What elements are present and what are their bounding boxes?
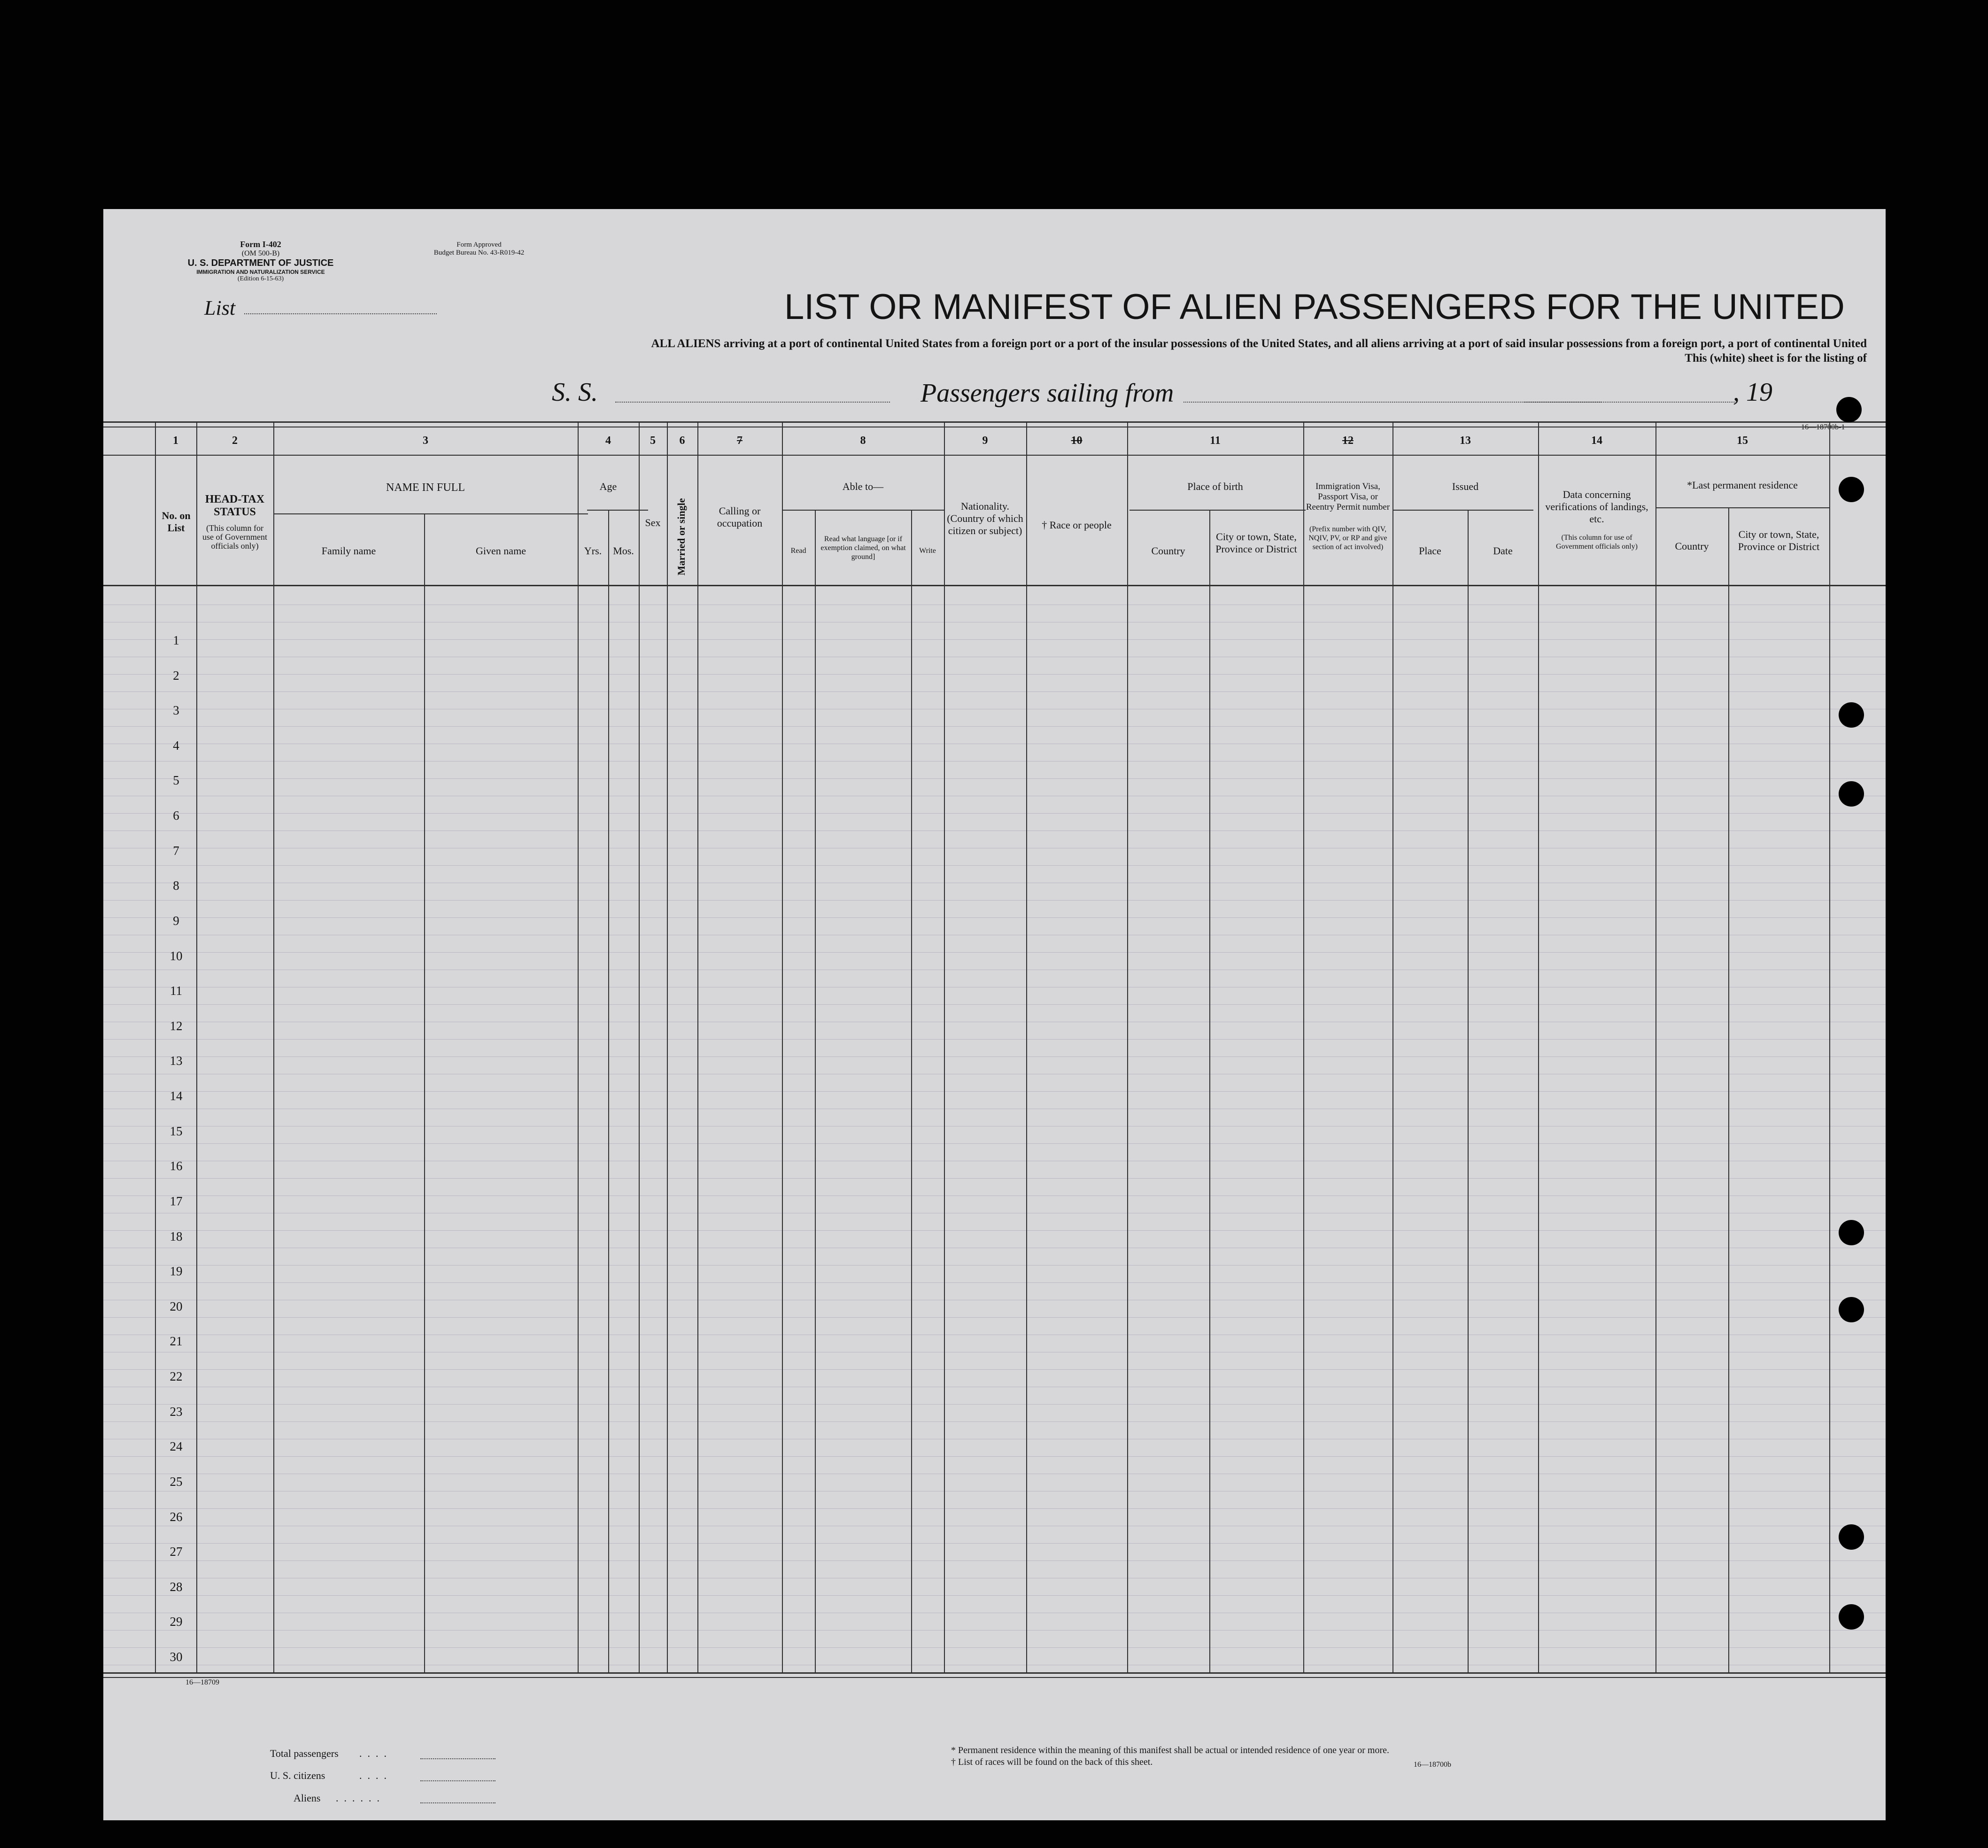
ruled-line bbox=[103, 1630, 1886, 1631]
ruled-line bbox=[103, 778, 1886, 779]
ruled-line bbox=[103, 813, 1886, 814]
birth-country-header: Country bbox=[1151, 545, 1185, 557]
sailing-date-field[interactable] bbox=[1524, 402, 1735, 403]
row-number: 30 bbox=[170, 1650, 183, 1664]
service: IMMIGRATION AND NATURALIZATION SERVICE bbox=[196, 269, 325, 275]
ruled-line bbox=[103, 917, 1886, 918]
row-number: 25 bbox=[170, 1474, 183, 1489]
row-number: 27 bbox=[170, 1545, 183, 1559]
department: U. S. DEPARTMENT OF JUSTICE bbox=[187, 258, 334, 268]
row-number: 4 bbox=[173, 738, 179, 753]
right-print-code: 16—18700b bbox=[1414, 1761, 1451, 1769]
col-line bbox=[1538, 423, 1539, 1672]
ruled-line bbox=[103, 1039, 1886, 1040]
edition: (Edition 6-15-63) bbox=[237, 275, 284, 282]
no-on-list-header: No. on List bbox=[162, 510, 191, 534]
row-number: 15 bbox=[170, 1124, 183, 1138]
row-number: 28 bbox=[170, 1579, 183, 1594]
head-tax-header: HEAD-TAX STATUS bbox=[205, 493, 265, 518]
punch-hole bbox=[1839, 1297, 1864, 1322]
ship-name-field[interactable] bbox=[615, 402, 890, 403]
row-number: 6 bbox=[173, 808, 179, 823]
row-number: 21 bbox=[170, 1334, 183, 1349]
row-number: 9 bbox=[173, 913, 179, 928]
col-num-11: 11 bbox=[1210, 435, 1221, 447]
race-header: † Race or people bbox=[1042, 519, 1112, 531]
ruled-line bbox=[103, 900, 1886, 901]
punch-hole bbox=[1839, 477, 1864, 502]
calling-header: Calling or occupation bbox=[717, 505, 763, 529]
col-line bbox=[578, 423, 579, 1672]
row-number: 14 bbox=[170, 1089, 183, 1103]
row-number: 8 bbox=[173, 878, 179, 893]
col-num-1: 1 bbox=[173, 435, 178, 447]
row-number: 20 bbox=[170, 1299, 183, 1313]
col-line bbox=[815, 510, 816, 1672]
married-header: Married or single bbox=[675, 498, 687, 575]
col-line bbox=[608, 510, 609, 1672]
row-number: 3 bbox=[173, 703, 179, 718]
ruled-line bbox=[103, 1647, 1886, 1648]
issued-header: Issued bbox=[1452, 481, 1479, 492]
head-tax-note: (This column for use of Government officials only) bbox=[202, 523, 267, 551]
nationality-header: Nationality. (Country of which citizen or subject) bbox=[947, 500, 1023, 536]
punch-hole bbox=[1839, 1524, 1864, 1550]
col-line bbox=[273, 423, 274, 1672]
col-line bbox=[1127, 423, 1128, 1672]
col-num-7: 7 bbox=[737, 435, 743, 447]
punch-hole bbox=[1836, 397, 1862, 422]
header-bottom-rule bbox=[103, 585, 1886, 586]
aliens-field[interactable] bbox=[420, 1802, 495, 1803]
ruled-line bbox=[103, 1056, 1886, 1057]
total-passengers-label: Total passengers bbox=[270, 1747, 339, 1759]
col-num-10: 10 bbox=[1071, 435, 1083, 447]
instruction-line-1: ALL ALIENS arriving at a port of continental United States from a foreign port or a port of the insular possessions of the United States, and all aliens arriving at a port of said insular possessions from a foreign port, a port of continental United bbox=[651, 337, 1867, 350]
ruled-line bbox=[103, 1369, 1886, 1370]
row-number: 16 bbox=[170, 1159, 183, 1173]
row-number: 29 bbox=[170, 1615, 183, 1629]
data-concerning-note: (This column for use of Government officials only) bbox=[1556, 534, 1638, 551]
col-line bbox=[1026, 423, 1027, 1672]
header-top-rule bbox=[103, 421, 1886, 423]
leader-dots: ...... bbox=[336, 1792, 385, 1804]
col-line bbox=[639, 423, 640, 1672]
col-num-6: 6 bbox=[679, 435, 685, 447]
visa-note: (Prefix number with QIV, NQIV, PV, or RP and give section of act involved) bbox=[1308, 525, 1387, 551]
col-line bbox=[1468, 510, 1469, 1672]
col-num-5: 5 bbox=[650, 435, 656, 447]
col-num-12: 12 bbox=[1342, 435, 1354, 447]
col-line bbox=[1728, 507, 1729, 1672]
read-header: Read bbox=[790, 547, 806, 555]
row-number: 26 bbox=[170, 1509, 183, 1524]
col-line bbox=[1209, 510, 1210, 1672]
punch-hole bbox=[1839, 1220, 1864, 1245]
family-name-header: Family name bbox=[321, 545, 376, 557]
ruled-line bbox=[103, 1178, 1886, 1179]
total-passengers-field[interactable] bbox=[420, 1758, 495, 1759]
manifest-form bbox=[103, 209, 1886, 1820]
ruled-line bbox=[103, 865, 1886, 866]
ruled-line bbox=[103, 952, 1886, 953]
row-number: 7 bbox=[173, 843, 179, 858]
year-prefix: , 19 bbox=[1733, 378, 1772, 407]
last-residence-header: *Last permanent residence bbox=[1687, 479, 1798, 491]
leader-dots: .... bbox=[359, 1770, 392, 1781]
om-number: (OM 500-B) bbox=[241, 249, 280, 257]
col-line bbox=[944, 423, 945, 1672]
form-approved: Form Approved bbox=[456, 241, 502, 248]
residence-country-header: Country bbox=[1675, 540, 1709, 552]
age-header: Age bbox=[599, 481, 617, 492]
birth-city-header: City or town, State, Province or District bbox=[1215, 531, 1297, 555]
ruled-line bbox=[103, 1091, 1886, 1092]
col-num-15: 15 bbox=[1737, 435, 1748, 447]
ruled-line bbox=[103, 1265, 1886, 1266]
ruled-line bbox=[103, 726, 1886, 727]
col-line bbox=[697, 423, 698, 1672]
row-number: 11 bbox=[170, 984, 182, 998]
list-label: List bbox=[204, 296, 236, 319]
able-subrule bbox=[782, 510, 944, 511]
visa-header: Immigration Visa, Passport Visa, or Reentry Permit number bbox=[1306, 481, 1390, 512]
col-line bbox=[1392, 423, 1393, 1672]
row-number: 10 bbox=[170, 948, 183, 963]
row-number: 5 bbox=[173, 773, 179, 788]
ruled-line bbox=[103, 1595, 1886, 1596]
table-bottom-rule-2 bbox=[103, 1677, 1886, 1678]
punch-hole bbox=[1839, 781, 1864, 807]
ruled-line bbox=[103, 639, 1886, 640]
row-number: 23 bbox=[170, 1404, 183, 1419]
col-num-8: 8 bbox=[860, 435, 866, 447]
ruled-line bbox=[103, 1421, 1886, 1422]
issued-place-header: Place bbox=[1419, 545, 1441, 557]
col-num-13: 13 bbox=[1460, 435, 1471, 447]
column-number-rule bbox=[103, 455, 1886, 456]
name-subrule bbox=[273, 513, 588, 514]
ruled-line bbox=[103, 1404, 1886, 1405]
able-to-header: Able to— bbox=[842, 481, 884, 492]
ruled-line bbox=[103, 1282, 1886, 1283]
ruled-line bbox=[103, 674, 1886, 675]
col-line bbox=[1655, 423, 1656, 1672]
leader-dots: .... bbox=[359, 1747, 392, 1759]
yrs-header: Yrs. bbox=[584, 545, 602, 557]
row-number: 13 bbox=[170, 1054, 183, 1068]
residence-subrule bbox=[1655, 507, 1829, 508]
sailing-label: Passengers sailing from bbox=[921, 379, 1174, 408]
page-title: LIST OR MANIFEST OF ALIEN PASSENGERS FOR THE UNITED bbox=[784, 287, 1845, 327]
birth-subrule bbox=[1129, 510, 1306, 511]
col-line bbox=[424, 513, 425, 1672]
col-line bbox=[1303, 423, 1304, 1672]
given-name-header: Given name bbox=[476, 545, 526, 557]
mos-header: Mos. bbox=[613, 545, 634, 557]
row-number: 24 bbox=[170, 1439, 183, 1454]
budget-bureau: Budget Bureau No. 43-R019-42 bbox=[433, 249, 525, 256]
row-number: 17 bbox=[170, 1194, 183, 1208]
ruled-line bbox=[103, 1543, 1886, 1544]
sex-header: Sex bbox=[645, 517, 661, 528]
col-num-14: 14 bbox=[1591, 435, 1602, 447]
list-number-field[interactable] bbox=[244, 313, 437, 314]
issued-date-header: Date bbox=[1493, 545, 1513, 557]
row-number: 1 bbox=[173, 633, 179, 647]
ruled-line bbox=[103, 1456, 1886, 1457]
col-num-9: 9 bbox=[982, 435, 988, 447]
row-number: 12 bbox=[170, 1018, 183, 1033]
row-number: 2 bbox=[173, 668, 179, 683]
col-line bbox=[782, 423, 783, 1672]
place-of-birth-header: Place of birth bbox=[1187, 481, 1243, 492]
write-header: Write bbox=[919, 547, 936, 555]
punch-hole bbox=[1839, 1604, 1864, 1630]
left-print-code: 16—18709 bbox=[186, 1678, 219, 1686]
footnote-residence: * Permanent residence within the meaning of this manifest shall be actual or intended residence of one year or more. bbox=[951, 1745, 1390, 1755]
row-number: 22 bbox=[170, 1369, 183, 1384]
col-num-4: 4 bbox=[605, 435, 611, 447]
ruled-line bbox=[103, 1143, 1886, 1144]
col-num-3: 3 bbox=[423, 435, 428, 447]
col-line bbox=[1829, 423, 1830, 1672]
residence-city-header: City or town, State, Province or District bbox=[1738, 528, 1820, 552]
col-line bbox=[667, 423, 668, 1672]
ruled-line bbox=[103, 1004, 1886, 1005]
ruled-line bbox=[103, 691, 1886, 692]
form-number: Form I-402 bbox=[240, 240, 281, 249]
row-number: 19 bbox=[170, 1264, 183, 1279]
us-citizens-label: U. S. citizens bbox=[270, 1770, 325, 1781]
col-line bbox=[911, 510, 912, 1672]
instruction-line-2: This (white) sheet is for the listing of bbox=[1685, 352, 1867, 365]
data-concerning-header: Data concerning verifications of landings, etc. bbox=[1545, 489, 1648, 525]
approval-block bbox=[404, 241, 554, 257]
table-bottom-rule bbox=[103, 1672, 1886, 1674]
issued-subrule bbox=[1392, 510, 1533, 511]
form-identifier-block bbox=[174, 240, 348, 283]
us-citizens-field[interactable] bbox=[420, 1780, 495, 1781]
ruled-line bbox=[103, 1317, 1886, 1318]
ss-label: S. S. bbox=[552, 378, 598, 407]
ruled-line bbox=[103, 1230, 1886, 1231]
footnote-races: † List of races will be found on the back of this sheet. bbox=[951, 1757, 1153, 1767]
row-number: 18 bbox=[170, 1229, 183, 1243]
ruled-line bbox=[103, 1508, 1886, 1509]
read-language-header: Read what language [or if exemption claimed, on what ground] bbox=[820, 535, 906, 561]
col-num-2: 2 bbox=[232, 435, 238, 447]
name-in-full-header: NAME IN FULL bbox=[386, 481, 465, 494]
punch-hole bbox=[1839, 702, 1864, 728]
aliens-label: Aliens bbox=[294, 1792, 321, 1804]
